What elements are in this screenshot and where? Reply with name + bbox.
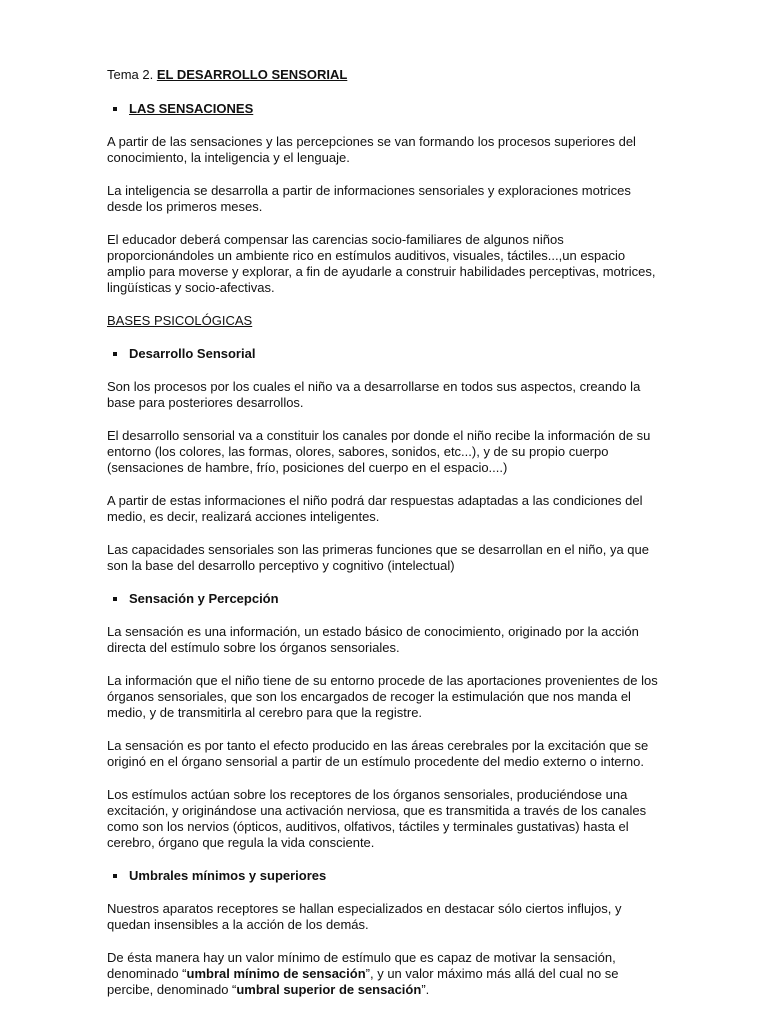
paragraph-4: Son los procesos por los cuales el niño va a desarrollarse en todos sus aspectos, creando la base para posteriores desarrollos. xyxy=(107,379,641,410)
bullet-heading-text: LAS SENSACIONES xyxy=(129,101,254,116)
section-heading-bases: BASES PSICOLÓGICAS xyxy=(107,313,253,328)
paragraph-5: El desarrollo sensorial va a constituir los canales por donde el niño recibe la información de su entorno (los colores, las formas, olores, sabores, sonidos, etc...), y de su propio cuerpo (sensaciones de hambre, frío, posiciones del cuerpo en el espacio....) xyxy=(107,428,651,475)
bullet-heading-desarrollo xyxy=(107,346,667,362)
term-umbral-superior: umbral superior de sensación xyxy=(236,982,422,997)
paragraph-13-part-a: De ésta manera hay un valor mínimo de estímulo que es capaz de motivar la sensación, denominado “ xyxy=(107,950,616,981)
bullet-square-icon xyxy=(113,597,117,601)
bullet-square-icon xyxy=(113,874,117,878)
paragraph-8: La sensación es una información, un estado básico de conocimiento, originado por la acción directa del estímulo sobre los órganos sensoriales. xyxy=(107,624,639,655)
paragraph-13-part-e: ”. xyxy=(421,982,430,997)
document-page xyxy=(107,67,667,1015)
paragraph-12: Nuestros aparatos receptores se hallan especializados en destacar sólo ciertos influjos, y quedan insensibles a la acción de los demás. xyxy=(107,901,622,932)
paragraph-7: Las capacidades sensoriales son las primeras funciones que se desarrollan en el niño, ya que son la base del desarrollo perceptivo y cognitivo (intelectual) xyxy=(107,542,649,573)
paragraph-6: A partir de estas informaciones el niño podrá dar respuestas adaptadas a las condiciones del medio, es decir, realizará acciones inteligentes. xyxy=(107,493,643,524)
paragraph-13 xyxy=(107,950,667,998)
bullet-heading-sensaciones xyxy=(107,101,667,117)
bullet-square-icon xyxy=(113,352,117,356)
paragraph-10: La sensación es por tanto el efecto producido en las áreas cerebrales por la excitación que se originó en el órgano sensorial a partir de un estímulo procedente del medio externo o interno. xyxy=(107,738,649,769)
title-main: EL DESARROLLO SENSORIAL xyxy=(156,67,348,82)
term-umbral-minimo: umbral mínimo de sensación xyxy=(186,966,366,981)
paragraph-2: La inteligencia se desarrolla a partir de informaciones sensoriales y exploraciones motrices desde los primeros meses. xyxy=(107,183,631,214)
bullet-heading-text: Desarrollo Sensorial xyxy=(129,346,256,361)
title-prefix: Tema 2. xyxy=(107,67,157,82)
paragraph-11: Los estímulos actúan sobre los receptores de los órganos sensoriales, produciéndose una excitación, y originándose una activación nerviosa, que es transmitida a través de los canales como son los nervios (ópticos, auditivos, olfativos, táctiles y terminales gustativas) hasta el cerebro, órgano que regula la vida consciente. xyxy=(107,787,647,850)
paragraph-9: La información que el niño tiene de su entorno procede de las aportaciones provenientes de los órganos sensoriales, que son los encargados de recoger la estimulación que nos manda el medio, y de transmitirla al cerebro para que la registre. xyxy=(107,673,658,720)
bullet-heading-text: Sensación y Percepción xyxy=(129,591,279,606)
document-title xyxy=(107,67,667,83)
bullet-heading-umbrales xyxy=(107,868,667,884)
bullet-heading-sensacion-percepcion xyxy=(107,591,667,607)
bullet-square-icon xyxy=(113,107,117,111)
bullet-heading-text: Umbrales mínimos y superiores xyxy=(129,868,327,883)
paragraph-13-part-c: ”, y un valor máximo más allá del cual no se percibe, denominado “ xyxy=(107,966,619,997)
paragraph-3: El educador deberá compensar las carencias socio-familiares de algunos niños proporcionándoles un ambiente rico en estímulos auditivos, visuales, táctiles...,un espacio amplio para moverse y explorar, a fin de ayudarle a construir habilidades perceptivas, motrices, lingüísticas y socio-afectivas. xyxy=(107,232,656,295)
paragraph-1: A partir de las sensaciones y las percepciones se van formando los procesos superiores del conocimiento, la inteligencia y el lenguaje. xyxy=(107,134,636,165)
